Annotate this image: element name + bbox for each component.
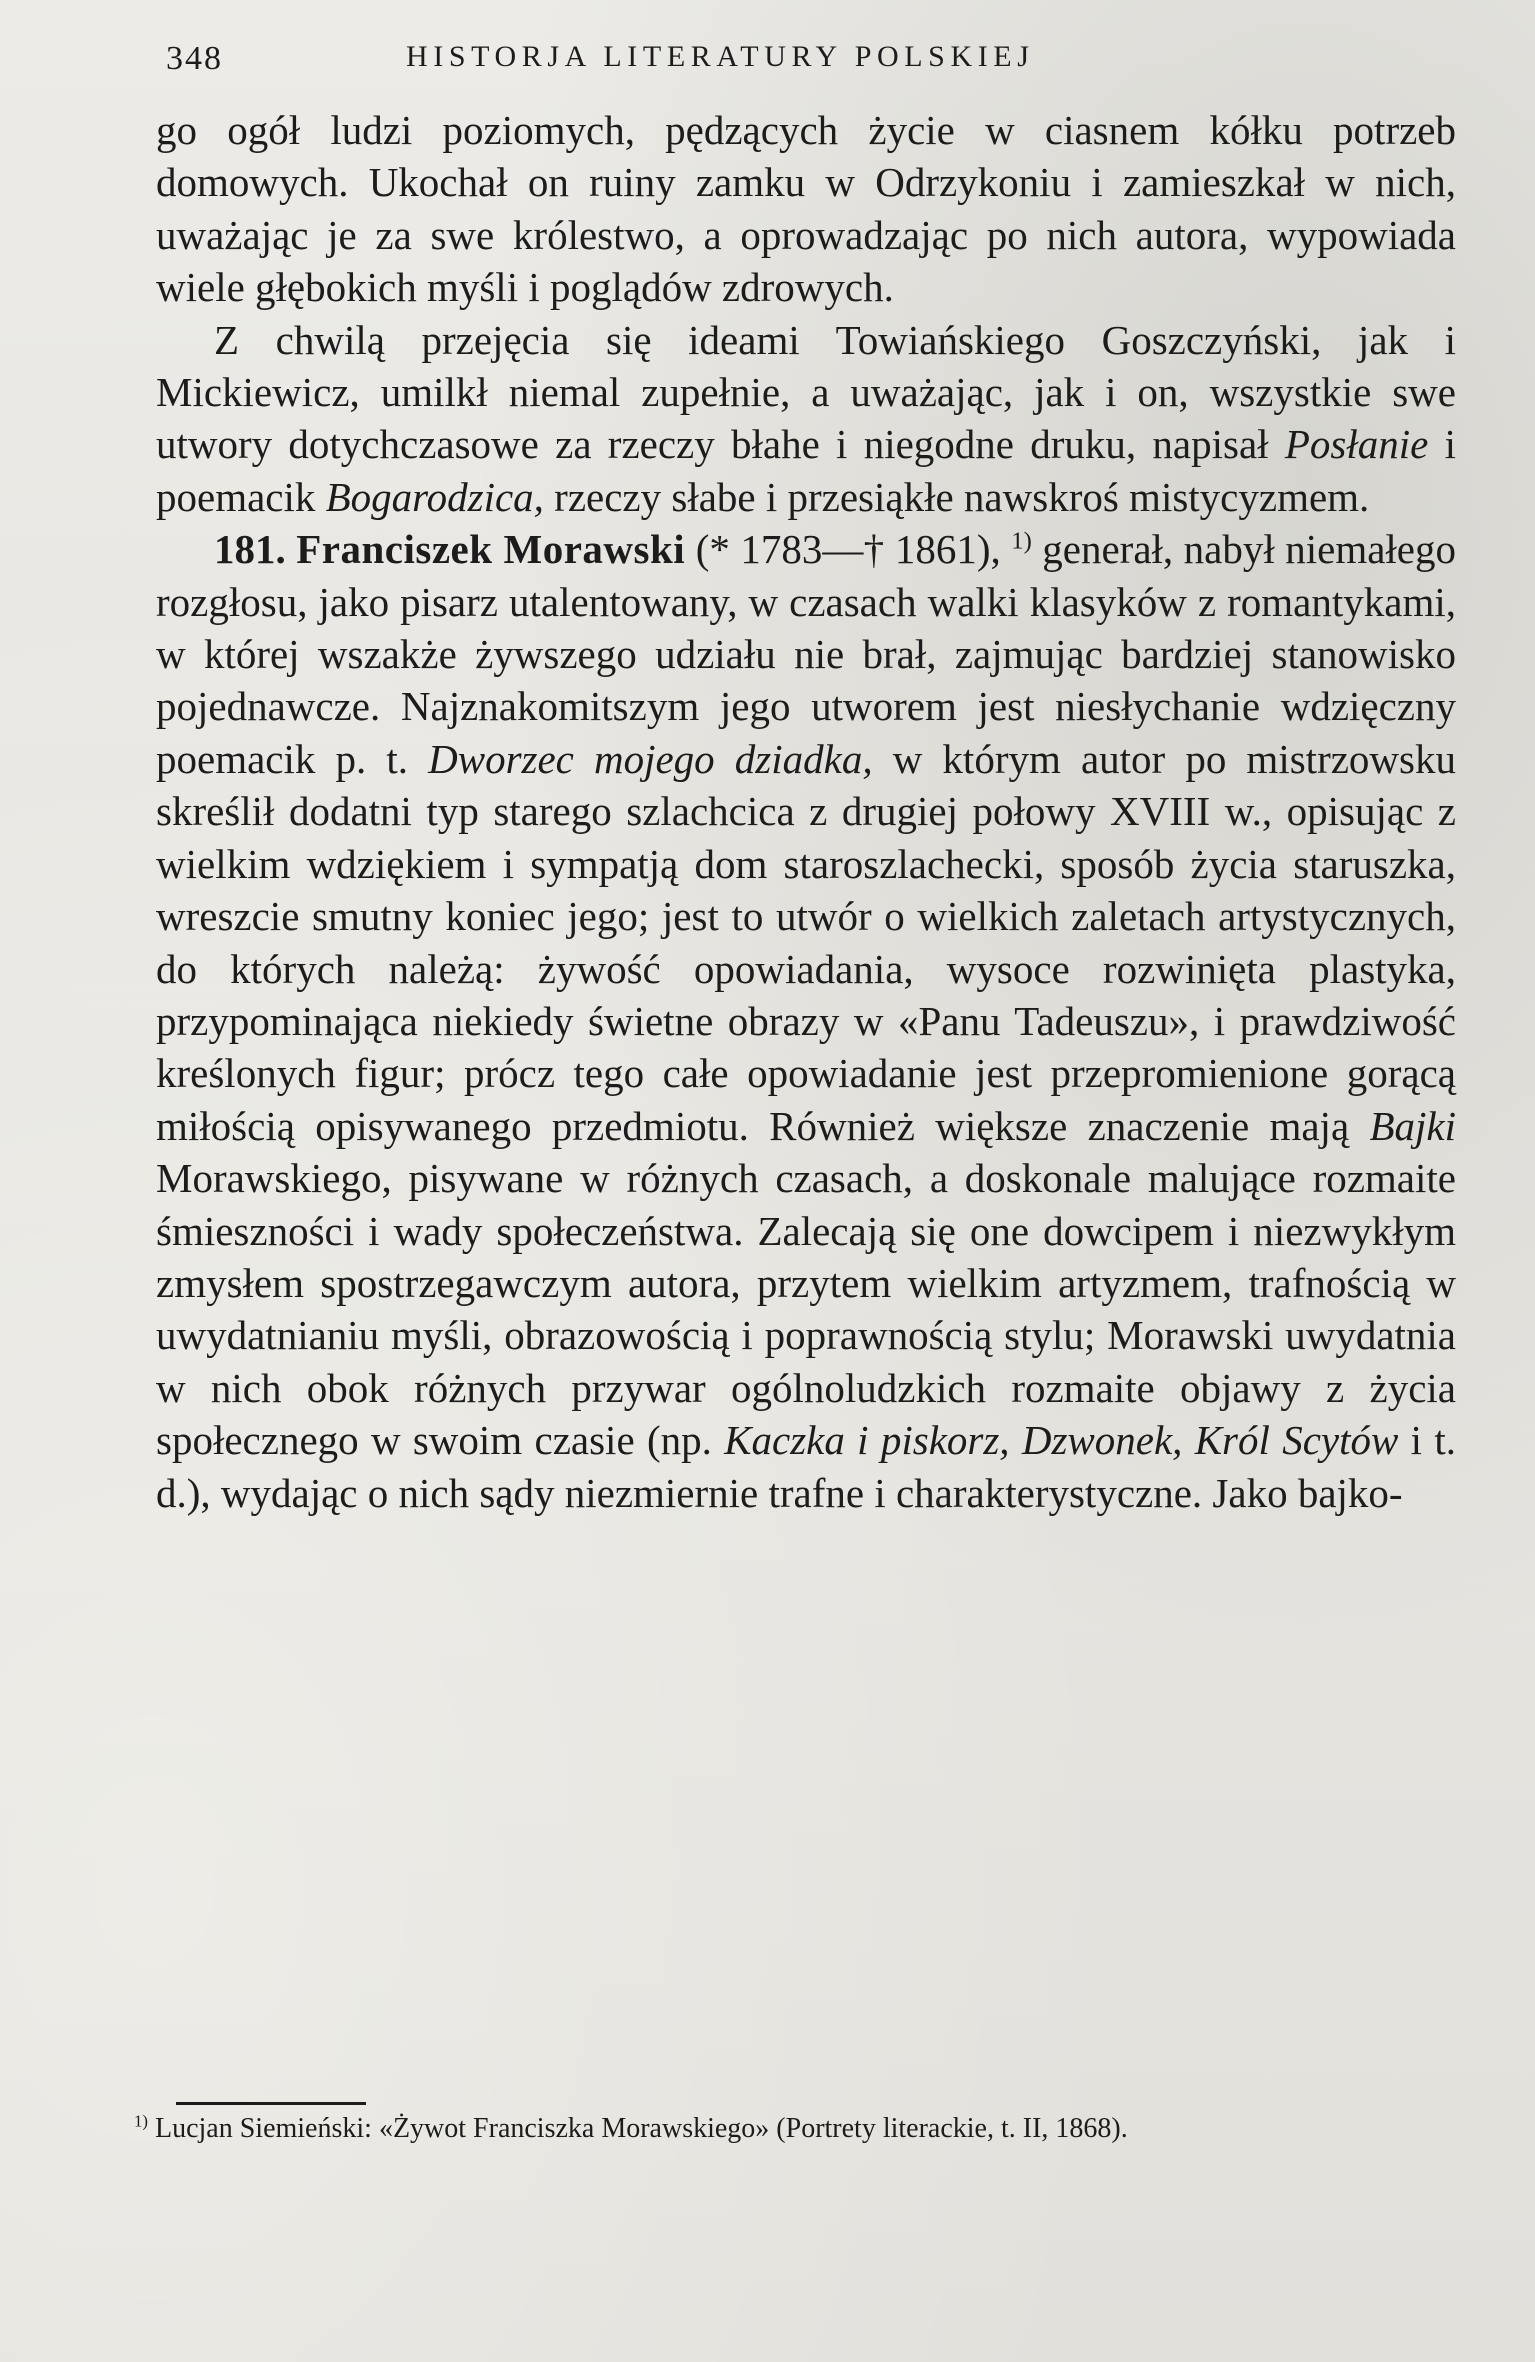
- body-text: [156, 104, 1456, 1519]
- title-dworzec: Dworzec mojego dziadka,: [428, 735, 873, 782]
- paragraph-3-text-e: i t. d.), wydając o nich sądy niezmiernie trafne i charakterystyczne. Jako bajko-: [156, 1417, 1456, 1516]
- paragraph-3-text-b: generał, nabył niemałego rozgłosu, jako pisarz utalentowany, w czasach walki klasyków z romantykami, w której wszakże żywszego udziału nie brał, zajmując bardziej stanowisko pojednawcze. Najznakomitszym jego utworem jest niesłychanie wdzięczny poemacik p. t.: [156, 526, 1457, 782]
- footnote-marker: [134, 2112, 148, 2131]
- title-poslanie: Posłanie: [1284, 421, 1429, 468]
- paragraph-2-text-b: i poemacik: [156, 421, 1456, 520]
- footnote-rule: [176, 2102, 366, 2105]
- section-number: 181.: [214, 526, 286, 573]
- paragraph-2: [156, 314, 1456, 524]
- paragraph-2-text-a: Z chwilą przejęcia się ideami Towiańskiego Goszczyński, jak i Mickiewicz, umilkł niemal zupełnie, a uważając, jak i on, wszystkie swe utwory dotychczasowe za rzeczy błahe i niegodne druku, napisał: [156, 316, 1456, 468]
- footnote-ref: [1011, 528, 1032, 555]
- titles-fables: Kaczka i piskorz, Dzwonek, Król Scytów: [724, 1417, 1399, 1464]
- title-bogarodzica: Bogarodzica,: [325, 473, 544, 520]
- running-head: [166, 40, 1366, 90]
- footnote-marker-number: 1: [134, 2111, 143, 2131]
- paragraph-3-text-c: w którym autor po mistrzowsku skreślił dodatni typ starego szlachcica z drugiej połowy XVIII w., opisując z wielkim wdziękiem i sympatją dom staroszlachecki, sposób życia staruszka, wreszcie smutny koniec jego; jest to utwór o wielkich zaletach artystycznych, do których należą: żywość opowiadania, wysoce rozwinięta plastyka, przypominająca niekiedy świetne obrazy w «Panu Tadeuszu», i prawdziwość kreślonych figur; prócz tego całe opowiadanie jest przepromienione gorącą miłością opisywanego przedmiotu. Również większe znaczenie mają: [156, 735, 1456, 1149]
- paragraph-3-text-d: Morawskiego, pisywane w różnych czasach, a doskonale malujące rozmaite śmieszności i wady społeczeństwa. Zalecają się one dowcipem i niezwykłym zmysłem spostrzegawczym autora, przytem wielkim artyzmem, trafnością w uwydatnianiu myśli, obrazowością i poprawnością stylu; Morawski uwydatnia w nich obok różnych przywar ogólnoludzkich rozmaite objawy z życia społecznego w swoim czasie (np.: [156, 1155, 1456, 1464]
- paragraph-3: [156, 523, 1456, 1519]
- footnote: [134, 2112, 1454, 2146]
- footnote-ref-number: 1: [1011, 527, 1024, 555]
- running-head-title: HISTORJA LITERATURY POLSKIEJ: [406, 40, 1035, 73]
- author-name: Franciszek Morawski: [296, 526, 686, 573]
- footnote-marker-paren: ): [142, 2111, 148, 2131]
- paragraph-3-text-a: (* 1783—† 1861),: [685, 526, 1012, 573]
- paragraph-2-text-c: rzeczy słabe i przesiąkłe nawskroś mistycyzmem.: [543, 473, 1370, 520]
- page-number: 348: [166, 40, 223, 77]
- paragraph-1-text: go ogół ludzi poziomych, pędzących życie w ciasnem kółku potrzeb domowych. Ukochał on ruiny zamku w Odrzykoniu i zamieszkał w nich, uważając je za swe królestwo, a oprowadzając po nich autora, wypowiada wiele głębokich myśli i poglądów zdrowych.: [156, 107, 1456, 311]
- footnote-text: Lucjan Siemieński: «Żywot Franciszka Morawskiego» (Portrety literackie, t. II, 1868).: [147, 2113, 1128, 2144]
- title-bajki: Bajki: [1369, 1102, 1456, 1149]
- footnote-ref-paren: ): [1023, 527, 1032, 555]
- paragraph-1: [156, 104, 1456, 314]
